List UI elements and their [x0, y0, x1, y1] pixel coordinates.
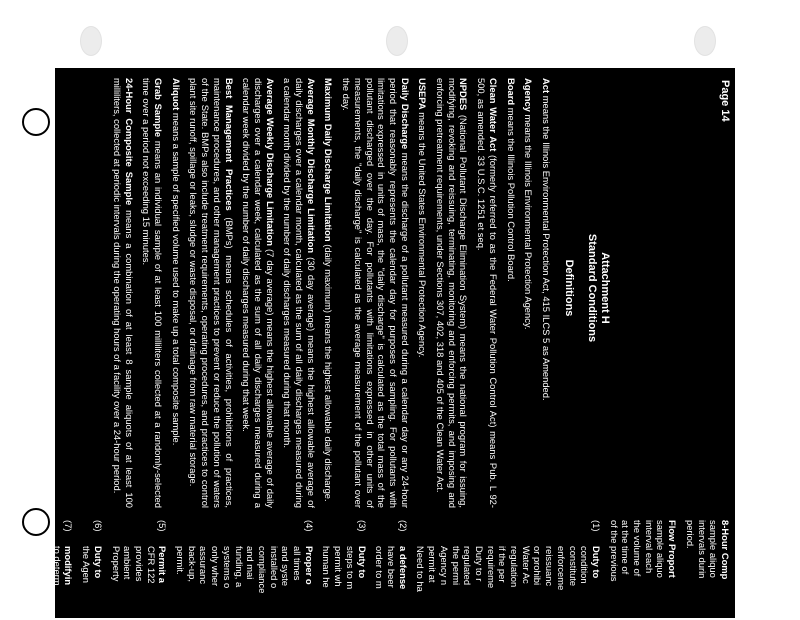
definition-paragraph	[417, 78, 429, 508]
definition-paragraph	[540, 78, 552, 508]
definition-paragraph	[475, 78, 498, 508]
text-line: the permi	[450, 546, 462, 586]
definition-text: means the Illinois Environmental Protection Agency.	[523, 111, 535, 330]
rotated-page-content	[22, 68, 735, 618]
text-line: interval each	[643, 520, 655, 574]
text-line: also furn	[34, 546, 46, 586]
definition-term: Board	[505, 78, 517, 106]
right-paragraph-flow-proportional	[608, 520, 678, 620]
numbered-condition	[415, 520, 602, 620]
definition-term: Daily Discharge	[399, 78, 411, 150]
definition-paragraph	[188, 78, 235, 508]
definition-text: (daily maximum) means the highest allowable daily discharge.	[323, 241, 335, 502]
text-line: and syste	[280, 546, 292, 587]
page-number: Page 14	[719, 80, 731, 122]
condition-number: (2)	[397, 520, 409, 532]
text-line: modifyin	[63, 546, 75, 586]
text-line: funding, a	[233, 546, 245, 588]
text-line: permit wh	[333, 546, 345, 587]
definition-term: Clean Water Act	[487, 78, 499, 152]
text-line: Property	[110, 546, 122, 582]
definition-text: means an individual sample of at least 100 milliliters collected at a randomly-selected time over a period not exceeding 15 minutes.	[141, 78, 165, 508]
text-line: order to m	[374, 546, 386, 589]
definition-paragraph	[505, 78, 517, 508]
text-line: a defense	[397, 546, 409, 590]
text-line: if the per	[497, 546, 509, 583]
definition-term: NPDES	[458, 78, 470, 111]
definition-text: (7 day average) means the highest allowable average of daily discharges over a calendar week, calculated as the sum of all daily discharges measured during a calendar week divided by the number of daily discharges measured during that week.	[241, 78, 276, 508]
definition-paragraph	[523, 78, 535, 508]
definition-term: Average Monthly Discharge Limitation	[305, 78, 317, 254]
text-line: condition	[579, 546, 591, 584]
definition-text: means the discharge of a pollutant measured during a calendar day or any 24-hour period that reasonably represents the calendar day for purposes of sampling. For pollutants with limitations expressed in units of mass, the "daily discharge" is calculated as the total mass of the pollutant discharged over the day. For pollutants with limitations expressed in other units of measurements, the "daily discharge" is calculated as the average measurement of the pollutant over the day.	[341, 78, 411, 508]
text-line: Flow Proport	[667, 520, 679, 578]
text-line: Duty to	[590, 546, 602, 579]
definition-term: Average Weekly Discharge Limitation	[264, 78, 276, 246]
numbered-condition	[374, 520, 409, 620]
text-line: CFR 122	[145, 546, 157, 584]
text-line: or prohibi	[532, 546, 544, 586]
attachment-title: Attachment H	[599, 252, 611, 324]
text-line: permit at	[427, 546, 439, 583]
definition-term: Agency	[523, 78, 535, 112]
text-line: Duty to	[356, 546, 368, 579]
definition-paragraph	[323, 78, 335, 508]
text-line: requireme	[485, 546, 497, 589]
text-line: enforceme	[555, 546, 567, 591]
definitions-column	[105, 78, 552, 508]
text-line: only wher	[210, 546, 222, 587]
definition-term: Grab Sample	[153, 78, 165, 138]
numbered-condition	[80, 520, 103, 620]
punch-hole-left-1	[22, 108, 50, 136]
condition-number: (5)	[157, 520, 169, 532]
text-line: required	[22, 546, 34, 581]
text-line: all times	[292, 546, 304, 581]
numbered-condition	[110, 520, 169, 620]
condition-number: (4)	[303, 520, 315, 532]
definition-text: (BMPs) means schedules of activities, prohibitions of practices, maintenance procedures, and other management practices to prevent or reduce the pollution of waters of the State. BMPs also include treatment requirements, operating procedures, and practices to control plant site runoff, spillage or leaks, sludge or waste disposal, or drainage from raw material storage.	[188, 78, 235, 508]
definition-paragraph	[141, 78, 164, 508]
definition-text: (National Pollutant Discharge Elimination System) means the national program for issuing, modifying, revoking and reissuing, terminating, monitoring and enforcing permits, and imposing and enforcing pretreatment requirements, under Sections 307, 402, 318 and 405 of the Clean Water Act.	[435, 78, 470, 508]
text-line: back-up,	[186, 546, 198, 582]
condition-number: (1)	[590, 520, 602, 532]
text-line: Agency n	[438, 546, 450, 586]
attachment-subtitle: Standard Conditions	[586, 233, 598, 343]
text-line: at the time of	[620, 520, 632, 575]
definition-term: 24-Hour Composite Sample	[123, 78, 135, 206]
text-line: installed o	[268, 546, 280, 589]
text-line: permit.	[175, 546, 187, 575]
text-line: intervals durin	[696, 520, 708, 579]
definition-text: (30 day average) means the highest allowable average of daily discharges over a calendar month, calculated as the sum of all daily discharges measured during a calendar month divided by the number of daily discharges measured during that month.	[282, 78, 317, 508]
definition-term: Act	[541, 78, 552, 94]
definition-term: Best Management Practices	[223, 78, 235, 211]
binder-hole-top-1	[80, 26, 102, 56]
definition-text: means the Illinois Pollution Control Board.	[505, 105, 517, 282]
text-line: assuranc	[198, 546, 210, 585]
definition-paragraph	[282, 78, 317, 508]
text-line: of the previous	[608, 520, 620, 582]
text-line: Water Ac	[520, 546, 532, 584]
condition-number: (3)	[356, 520, 368, 532]
text-line: sample aliquo	[655, 520, 667, 578]
text-line: Duty to r	[473, 546, 485, 582]
text-line: and mai	[245, 546, 257, 580]
definition-term: Aliquot	[170, 78, 182, 111]
text-line: Duty to	[92, 546, 104, 579]
definition-text: (formerly referred to as the Federal Water Pollution Control Act) means Pub. L 92-500, as amended. 33 U.S.C. 1251 et seq.	[476, 78, 499, 508]
text-line: the Agen	[81, 546, 93, 584]
right-column-cut-off	[16, 520, 731, 620]
text-line: steps to m	[344, 546, 356, 590]
condition-number: (8)	[34, 520, 46, 532]
text-line: human he	[321, 546, 333, 588]
binder-hole-top-3	[694, 26, 716, 56]
text-line: 8-Hour Comp	[720, 520, 731, 580]
definition-paragraph	[111, 78, 134, 508]
condition-number: (7)	[63, 520, 75, 532]
text-line: regulation	[509, 546, 521, 588]
text-line: the volume of	[632, 520, 644, 577]
definitions-heading: Definitions	[563, 259, 575, 317]
numbered-condition	[22, 520, 45, 620]
numbered-condition	[51, 520, 74, 620]
text-line: sample aliquo	[708, 520, 720, 578]
text-line: provides	[133, 546, 145, 582]
definition-paragraph	[170, 78, 182, 508]
definition-term: USEPA	[417, 78, 429, 110]
definition-paragraph	[241, 78, 276, 508]
text-line: regulated	[462, 546, 474, 586]
definition-text: means a sample of specified volume used to make up a total composite sample.	[170, 110, 182, 446]
text-line: Proper o	[303, 546, 315, 585]
text-line: Permit a	[157, 546, 169, 583]
definition-term: Maximum Daily Discharge Limitation	[323, 78, 335, 242]
text-line: systems o	[221, 546, 233, 589]
text-line: to determ	[51, 546, 63, 586]
definition-text: means the United States Environmental Protection Agency.	[417, 109, 429, 358]
condition-number: (6)	[92, 520, 104, 532]
text-line: constitute	[567, 546, 579, 587]
definition-paragraph	[340, 78, 410, 508]
text-line: reissuanc	[544, 546, 556, 587]
scanned-document-page	[22, 68, 735, 618]
definition-text: means the Illinois Environmental Protection Act, 415 ILCS 5 as Amended.	[541, 93, 552, 401]
definition-paragraph	[434, 78, 469, 508]
definition-text: means a combination of at least 8 sample aliquots of at least 100 milliliters, collected at periodic intervals during the operating hours of a facility over a 24-hour period.	[111, 78, 135, 509]
text-line: ambient	[122, 546, 134, 580]
numbered-condition	[321, 520, 368, 620]
numbered-condition	[174, 520, 314, 620]
text-line: have beer	[386, 546, 398, 588]
binder-hole-top-2	[386, 26, 408, 56]
text-line: Need to ha	[415, 546, 427, 592]
text-line: compliance	[256, 546, 268, 594]
right-paragraph-8-hour	[684, 520, 731, 620]
text-line: period.	[684, 520, 696, 549]
